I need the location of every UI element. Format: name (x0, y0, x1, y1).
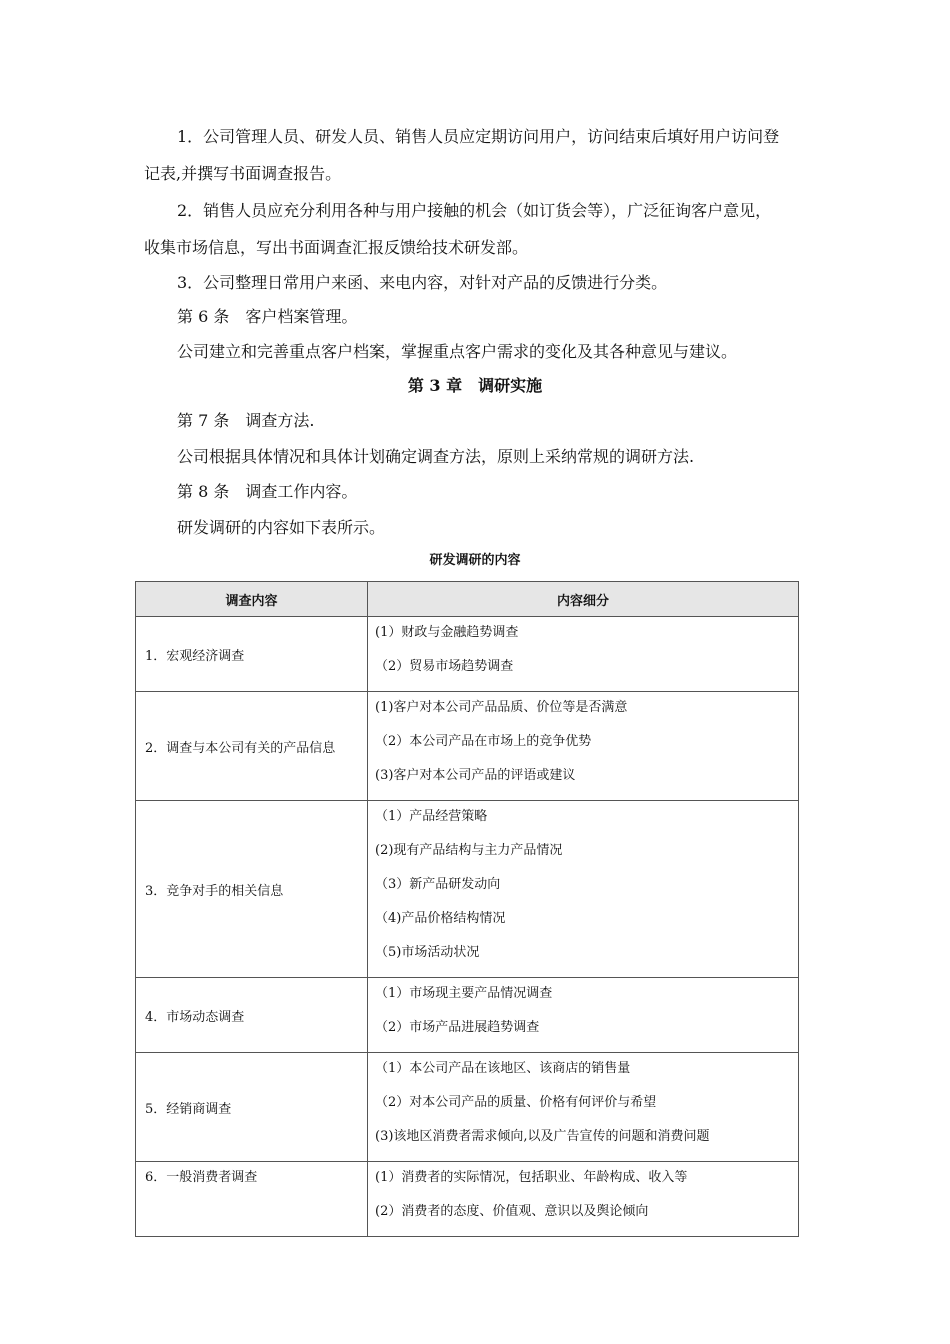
list-item: (1)客户对本公司产品品质、价位等是否满意 (375, 700, 628, 715)
article-8-heading: 第 8 条 调查工作内容。 (177, 482, 358, 501)
list-item: （5)市场活动状况 (375, 945, 480, 960)
table-title: 研发调研的内容 (429, 553, 521, 568)
list-item: (1）财政与金融趋势调查 (375, 625, 519, 640)
list-item: （2）贸易市场趋势调查 (375, 659, 514, 674)
items-cell (368, 692, 799, 801)
chapter-title: 第 3 章 调研实施 (407, 376, 543, 395)
list-item: （3）新产品研发动向 (375, 877, 501, 892)
survey-content-table (135, 581, 799, 1237)
article-7-heading: 第 7 条 调查方法. (177, 411, 315, 430)
category-cell: 4．市场动态调查 (136, 978, 368, 1053)
paragraph-3: 3．公司整理日常用户来函、来电内容，对针对产品的反馈进行分类。 (177, 273, 668, 292)
paragraph-1-line-2: 记表,并撰写书面调查报告。 (144, 164, 342, 183)
list-item: （1）本公司产品在该地区、该商店的销售量 (375, 1061, 631, 1076)
table-row (136, 1053, 799, 1162)
list-item: (3)该地区消费者需求倾向,以及广告宣传的问题和消费问题 (375, 1129, 710, 1144)
paragraph-2-line-1: 2．销售人员应充分利用各种与用户接触的机会（如订货会等），广泛征询客户意见， (177, 201, 772, 220)
list-item: （4)产品价格结构情况 (375, 911, 506, 926)
list-item: （2）本公司产品在市场上的竞争优势 (375, 734, 592, 749)
items-cell (368, 1053, 799, 1162)
items-cell (368, 978, 799, 1053)
category-cell: 3．竞争对手的相关信息 (136, 801, 368, 978)
list-item: （1）市场现主要产品情况调查 (375, 986, 553, 1001)
category-cell: 5．经销商调查 (136, 1053, 368, 1162)
items-cell (368, 1162, 799, 1237)
article-8-body: 研发调研的内容如下表所示。 (177, 518, 386, 537)
list-item: (2)现有产品结构与主力产品情况 (375, 843, 563, 858)
table-row (136, 1162, 799, 1237)
list-item: (2）消费者的态度、价值观、意识以及舆论倾向 (375, 1204, 649, 1219)
category-cell: 2．调查与本公司有关的产品信息 (136, 692, 368, 801)
items-cell (368, 801, 799, 978)
items-cell (368, 617, 799, 692)
list-item: （1）产品经营策略 (375, 809, 488, 824)
list-item: （2）对本公司产品的质量、价格有何评价与希望 (375, 1095, 657, 1110)
table-row (136, 617, 799, 692)
article-6-heading: 第 6 条 客户档案管理。 (177, 307, 358, 326)
table-header-row (136, 582, 799, 617)
article-6-body: 公司建立和完善重点客户档案，掌握重点客户需求的变化及其各种意见与建议。 (177, 342, 738, 361)
header-survey-content: 调查内容 (136, 582, 368, 617)
list-item: (1）消费者的实际情况，包括职业、年龄构成、收入等 (375, 1170, 688, 1185)
article-7-body: 公司根据具体情况和具体计划确定调查方法，原则上采纳常规的调研方法. (177, 447, 695, 466)
list-item: （2）市场产品进展趋势调查 (375, 1020, 540, 1035)
table-row (136, 801, 799, 978)
paragraph-2-line-2: 收集市场信息，写出书面调查汇报反馈给技术研发部。 (144, 238, 529, 257)
header-content-breakdown: 内容细分 (368, 582, 799, 617)
paragraph-1-line-1: 1．公司管理人员、研发人员、销售人员应定期访问用户，访问结束后填好用户访问登 (177, 127, 780, 146)
list-item: (3)客户对本公司产品的评语或建议 (375, 768, 576, 783)
category-cell: 1．宏观经济调查 (136, 617, 368, 692)
table-row (136, 978, 799, 1053)
table-row (136, 692, 799, 801)
category-cell: 6．一般消费者调查 (136, 1162, 368, 1237)
